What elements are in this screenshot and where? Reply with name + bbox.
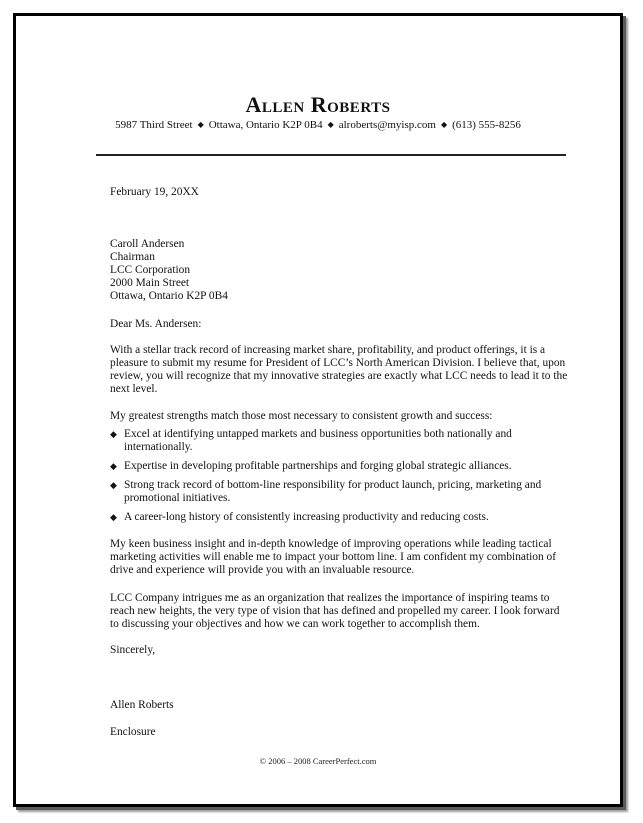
recipient-company: LCC Corporation [110,264,191,276]
separator-icon: ◆ [327,120,334,129]
list-item [110,479,570,505]
list-item-text: A career-long history of consistently increasing productivity and reducing costs. [124,511,489,523]
letter-date: February 19, 20XX [110,186,199,198]
closing: Sincerely, [110,644,156,656]
enclosure-note: Enclosure [110,726,156,738]
diamond-bullet-icon: ◆ [110,512,117,522]
recipient-title: Chairman [110,251,155,263]
header-divider [96,154,566,156]
sender-name: Allen Roberts [245,92,391,117]
diamond-bullet-icon: ◆ [110,461,117,471]
copyright-footer: © 2006 – 2008 CareerPerfect.com [259,756,377,766]
contact-street: 5987 Third Street [115,119,193,131]
contact-phone: (613) 555-8256 [452,119,521,131]
contact-email: alroberts@myisp.com [338,119,436,131]
salutation: Dear Ms. Andersen: [110,318,202,330]
recipient-city: Ottawa, Ontario K2P 0B4 [110,290,228,302]
list-item-text: Strong track record of bottom-line responsibility for product launch, pricing, marketing and promotional initiatives. [124,479,542,504]
contact-city: Ottawa, Ontario K2P 0B4 [208,119,323,131]
contact-line [16,119,620,131]
list-item-text: Expertise in developing profitable partnerships and forging global strategic alliances. [124,460,512,472]
separator-icon: ◆ [197,120,204,129]
list-item [110,460,570,473]
paragraph-intro: With a stellar track record of increasing market share, profitability, and product offerings, it is a pleasure to submit my resume for President of LCC’s North American Division. I believe that, upon review, you will recognize that my innovative strategies are exactly what LCC needs to lead it to the next level. [110,344,568,395]
diamond-bullet-icon: ◆ [110,429,117,439]
separator-icon: ◆ [440,120,448,129]
letter-page [13,13,623,807]
strengths-list [110,428,570,530]
recipient-address [110,238,570,303]
recipient-name: Caroll Andersen [110,238,185,250]
recipient-street: 2000 Main Street [110,277,190,289]
paragraph-insight: My keen business insight and in-depth knowledge of improving operations while leading tactical marketing activities will enable me to impact your bottom line. I am confident my combination of drive and experience will provide you with an invaluable resource. [110,538,557,576]
signature-name: Allen Roberts [110,699,174,711]
diamond-bullet-icon: ◆ [110,480,117,490]
paragraph-vision: LCC Company intrigues me as an organization that realizes the importance of inspiring teams to reach new heights, the very type of vision that has defined and propelled my career. I look forward to discussing your objectives and how we can work together to accomplish them. [110,592,560,630]
list-item [110,511,570,524]
list-item-text: Excel at identifying untapped markets and business opportunities both nationally and internationally. [124,428,512,453]
list-item [110,428,570,454]
paragraph-strengths: My greatest strengths match those most necessary to consistent growth and success: [110,410,493,422]
